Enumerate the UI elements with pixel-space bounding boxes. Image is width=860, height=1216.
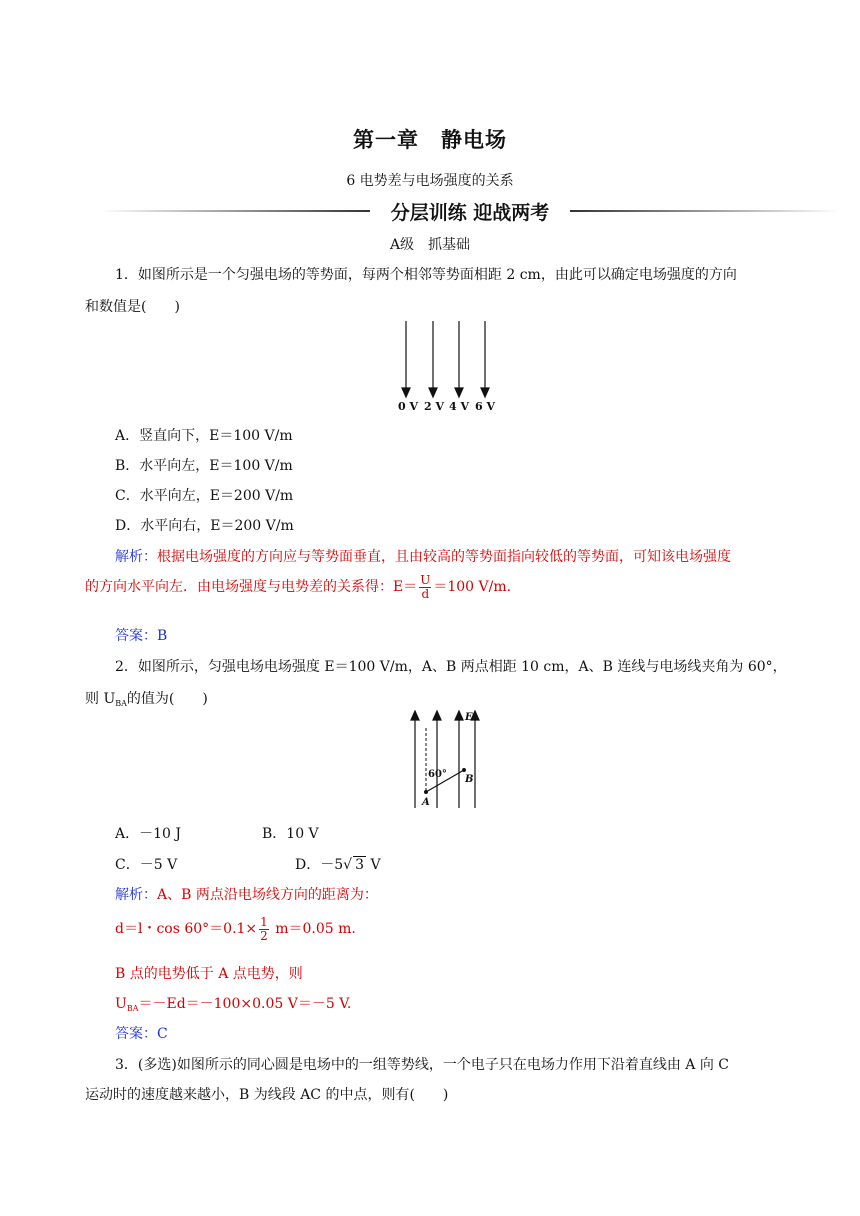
equipotential-figure	[390, 318, 510, 416]
q2-analysis-line1	[115, 884, 378, 904]
q2-analysis-line2	[115, 915, 356, 943]
q3-stem-line1: 3．(多选)如图所示的同心圆是电场中的一组等势线，一个电子只在电场力作用下沿着直线由 A 向 C	[115, 1057, 730, 1073]
q3-stem-line2: 运动时的速度越来越小，B 为线段 AC 的中点，则有( )	[85, 1087, 449, 1103]
equipotential-arrow-1	[429, 388, 437, 397]
angle-label: 60°	[428, 769, 447, 780]
equipotential-arrow-3	[481, 388, 489, 397]
q2-fraction-num: 1	[260, 914, 268, 929]
field-label-e: E	[465, 712, 473, 723]
q1-stem-line1: 1．如图所示是一个匀强电场的等势面，每两个相邻等势面相距 2 cm，由此可以确定电场强度的方向	[115, 267, 737, 283]
q2-option-c: C．－5 V	[115, 857, 178, 873]
q2-stem-sub: BA	[115, 699, 127, 708]
level-heading: A级 抓基础	[389, 237, 471, 253]
point-a	[424, 790, 428, 794]
q2-option-d-unit: V	[370, 857, 381, 873]
section-title: 6 电势差与电场强度的关系	[346, 173, 514, 189]
q1-answer: 答案：B	[115, 628, 168, 644]
q2-analysis-line4	[115, 993, 351, 1013]
q2-option-d-text: D．－5	[295, 857, 344, 873]
q2-option-d-radicand: 3	[355, 857, 364, 873]
banner	[100, 198, 840, 224]
potential-label-1: 2 V	[424, 400, 445, 413]
q1-analysis-tail: ＝100 V/m.	[433, 579, 512, 595]
q2-analysis-text2a: d＝l・cos 60°＝0.1×	[115, 921, 258, 937]
field-arrow-2	[433, 711, 441, 720]
q1-analysis-text2: 的方向水平向左．由电场强度与电势差的关系得：E＝	[85, 579, 418, 595]
q1-fraction-num: U	[420, 572, 431, 587]
point-b-label: B	[465, 774, 474, 785]
point-b	[462, 768, 466, 772]
q1-option-d: D．水平向右，E＝200 V/m	[115, 518, 294, 534]
q2-analysis-label: 解析：	[115, 887, 157, 903]
point-a-label: A	[422, 797, 430, 808]
q1-analysis-text1: 根据电场强度的方向应与等势面垂直，且由较高的等势面指向较低的等势面，可知该电场强度	[157, 549, 731, 565]
equipotential-arrow-0	[402, 388, 410, 397]
field-arrow-3	[455, 711, 463, 720]
q2-analysis-line3: B 点的电势低于 A 点电势，则	[115, 966, 303, 982]
q1-option-a: A．竖直向下，E＝100 V/m	[115, 428, 293, 444]
q2-stem-line2	[85, 688, 208, 708]
q2-analysis-text1: A、B 两点沿电场线方向的距离为：	[157, 887, 378, 903]
q2-fraction-den: 2	[260, 928, 268, 943]
q2-analysis-text4: ＝－Ed＝－100×0.05 V＝－5 V.	[138, 996, 352, 1012]
q2-analysis-sub: BA	[126, 1004, 139, 1013]
banner-text: 分层训练 迎战两考	[387, 202, 554, 224]
q1-fraction-den: d	[421, 586, 430, 601]
q1-stem-line2: 和数值是( )	[85, 299, 180, 315]
q2-option-a: A．－10 J	[115, 826, 181, 842]
q2-stem-line1: 2．如图所示，匀强电场电场强度 E＝100 V/m，A、B 两点相距 10 cm，A、B 连线与电场线夹角为 60°，	[115, 659, 787, 675]
q2-analysis-u: U	[115, 996, 127, 1012]
chapter-title: 第一章 静电场	[353, 128, 507, 152]
field-arrow-1	[411, 711, 419, 720]
field-figure	[405, 710, 485, 810]
q1-analysis-label: 解析：	[115, 549, 157, 565]
potential-label-0: 0 V	[398, 400, 419, 413]
equipotential-arrow-2	[455, 388, 463, 397]
q2-answer: 答案：C	[115, 1026, 168, 1042]
q1-fraction	[419, 574, 431, 601]
q2-option-d: D．－5√ 3 V	[295, 857, 381, 873]
q2-analysis-text2b: m＝0.05 m.	[270, 921, 356, 937]
q2-stem-a: 则 U	[85, 691, 116, 707]
q2-stem-b: 的值为( )	[126, 691, 208, 707]
potential-label-3: 6 V	[475, 400, 496, 413]
potential-label-2: 4 V	[449, 400, 470, 413]
q1-option-c: C．水平向左，E＝200 V/m	[115, 488, 294, 504]
q2-option-b: B．10 V	[262, 826, 319, 842]
q2-fraction	[259, 916, 269, 943]
q1-analysis-line2	[85, 573, 511, 601]
q1-analysis-line1	[115, 546, 731, 566]
q1-option-b: B．水平向左，E＝100 V/m	[115, 458, 293, 474]
